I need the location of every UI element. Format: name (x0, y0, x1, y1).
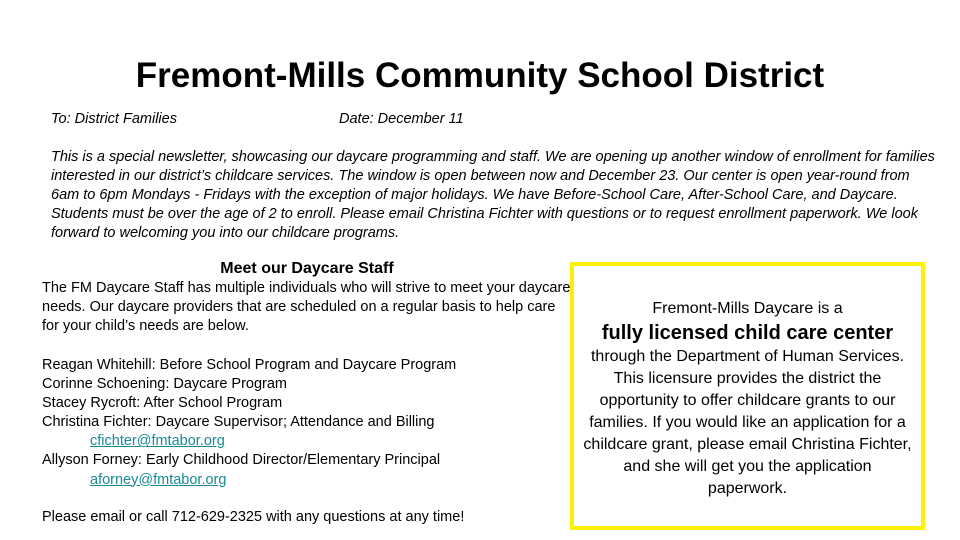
callout-emphasis: fully licensed child care center (601, 322, 894, 344)
staff-member (42, 394, 572, 413)
staff-member-line: Stacey Rycroft: After School Program (42, 395, 283, 412)
staff-member-line: Reagan Whitehill: Before School Program and Daycare Program (42, 357, 457, 373)
staff-list (42, 356, 572, 490)
contact-line: Please email or call 712-629-2325 with any questions at any time! (42, 509, 465, 525)
staff-member (42, 375, 572, 394)
staff-member (42, 413, 572, 451)
staff-member (42, 356, 572, 375)
staff-member-line: Corinne Schoening: Daycare Program (42, 376, 288, 393)
license-callout-box (570, 262, 925, 530)
callout-body: through the Department of Human Services. This licensure provides the district the opportunity to offer childcare grants to our families. If you would like an application for a childcare grant, please email Christina Fichter, and she will get you the application paperwork. (583, 348, 912, 497)
staff-heading: Meet our Daycare Staff (220, 260, 394, 277)
staff-intro: The FM Daycare Staff has multiple individuals who will strive to meet your daycare needs. Our daycare providers that are scheduled on a regular basis to help care for your child’s needs are below. (42, 280, 571, 334)
staff-member-line: Christina Fichter: Daycare Supervisor; Attendance and Billing (42, 414, 435, 431)
page-title: Fremont-Mills Community School District (135, 56, 825, 95)
staff-member-line: Allyson Forney: Early Childhood Director/Elementary Principal (42, 452, 441, 469)
email-link-cfichter[interactable]: cfichter@fmtabor.org (90, 433, 225, 450)
staff-member (42, 451, 572, 489)
intro-paragraph: This is a special newsletter, showcasing our daycare programming and staff. We are opening up another window of enrollment for families interested in our district’s childcare services. The window is open between now and December 23. Our center is open year-round from 6am to 6pm Mondays - Fridays with the exception of major holidays. We have Before-School Care, After-School Care, and Daycare. Students must be over the age of 2 to enroll. Please email Christina Fichter with questions or to request enrollment paperwork. We look forward to welcoming you into our childcare programs. (51, 149, 935, 241)
to-line: To: District Families (51, 111, 177, 127)
email-link-aforney[interactable]: aforney@fmtabor.org (90, 471, 227, 488)
date-line: Date: December 11 (339, 111, 464, 127)
callout-line1: Fremont-Mills Daycare is a (652, 300, 843, 317)
callout-text (574, 298, 921, 500)
